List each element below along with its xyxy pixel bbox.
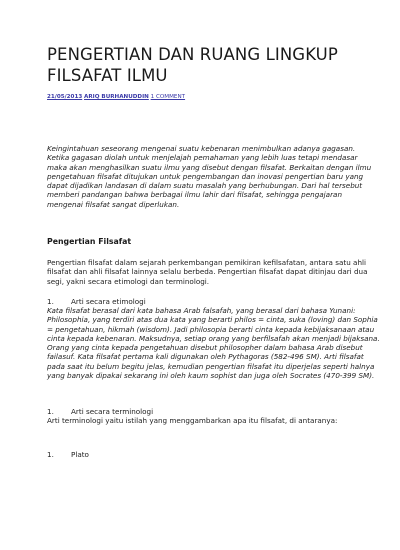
post-comments-link[interactable]: 1 COMMENT [150,94,186,100]
post-date-link[interactable]: 21/05/2013 [47,94,83,100]
post-author-link[interactable]: ARIQ BURHANUDDIN [84,94,149,100]
list-item-text-terminologi: Arti terminologi yaitu istilah yang menggambarkan apa itu filsafat, di antaranya: [47,416,338,425]
list-item-number: 1. [47,450,54,459]
list-item-label: Arti secara terminologi [71,407,154,416]
post-meta [47,93,382,101]
list-item-text-etimologi: Kata filsafat berasal dari kata bahasa Arab falsafah, yang berasal dari bahasa Yunani: Philosophia, yang terdiri atas dua kata yang berarti philos = cinta, suka (loving) dan Sophia = pengetahuan, hikmah (wisdom). Jadi philosopia berarti cinta kepada kebijaksanaan atau cinta kepada kebenaran. Maksudnya, setiap orang yang berfilsafah akan menjadi bijaksana. Orang yang cinta kepada pengetahuan disebut philosopher dalam bahasa Arab disebut failasuf. Kata filsafat pertama kali digunakan oleh Pythagoras (582-496 SM). Arti filsafat pada saat itu belum begitu jelas, kemudian pengertian filsafat itu diperjelas seperti halnya yang banyak dipakai sekarang ini oleh kaum sophist dan juga oleh Socrates (470-399 SM). [47,306,380,381]
article [47,44,382,459]
page-title: PENGERTIAN DAN RUANG LINGKUP FILSAFAT ILMU [47,45,338,85]
section-heading: Pengertian Filsafat [47,237,132,246]
intro-paragraph: Keingintahuan seseorang mengenai suatu kebenaran menimbulkan adanya gagasan. Ketika gagasan diolah untuk menjelajah pemahaman yang lebih luas tetapi mendasar maka akan menghasilkan suatu ilmu yang disebut dengan filsafat. Berkaitan dengan ilmu pengetahuan filsafat ditujukan untuk pengembangan dan inovasi pengertian baru yang dapat dijadikan landasan di dalam suatu masalah yang berhubungan. Dari hal tersebut memberi pandangan bahwa berbagai ilmu lahir dari filsafat, sehingga pengajaran mengenai filsafat sangat diperlukan. [47,144,372,209]
list-item-number: 1. [47,407,54,416]
list-item-label: Plato [71,450,89,459]
list-item-label: Arti secara etimologi [71,297,146,306]
section-paragraph: Pengertian filsafat dalam sejarah perkembangan pemikiran kefilsafatan, antara satu ahli filsafat dan ahli filsafat lainnya selalu berbeda. Pengertian filsafat dapat ditinjau dari dua segi, yakni secara etimologi dan terminologi. [47,258,368,286]
list-item-number: 1. [47,297,54,306]
